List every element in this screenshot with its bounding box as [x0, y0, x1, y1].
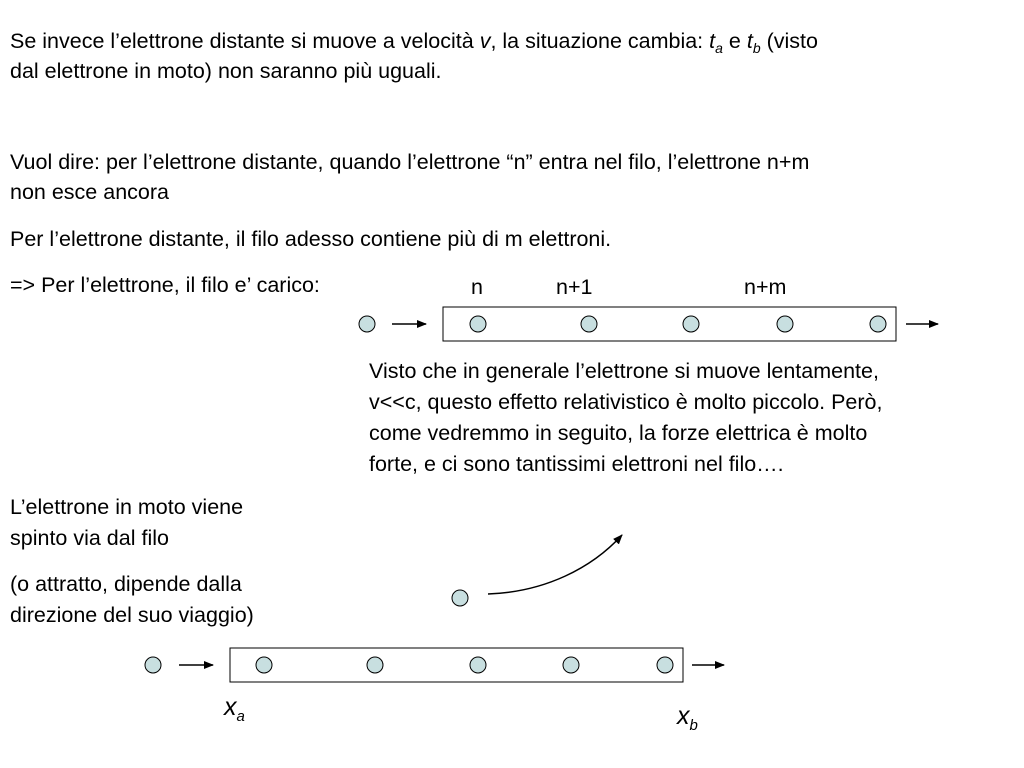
wire-electron	[870, 316, 886, 332]
wire-electron	[470, 316, 486, 332]
incoming-electron	[145, 657, 161, 673]
repelled-line: L’elettrone in moto viene	[10, 495, 244, 519]
wire-electron	[581, 316, 597, 332]
label-n-plus-1: n+1	[556, 275, 593, 299]
wire-segment	[230, 648, 683, 682]
repelled-line: spinto via dal filo	[10, 526, 169, 550]
wire-diagram-top	[359, 307, 938, 341]
wire-segment	[443, 307, 896, 341]
position-label-xb: $x_b$	[677, 702, 698, 734]
distant-electron	[359, 316, 375, 332]
intro-line-1: Se invece l’elettrone distante si muove a velocità v, la situazione cambia: $t_a$ e $t_b$ (visto	[10, 29, 818, 56]
deflection-arrow	[488, 535, 622, 594]
explanation-line-1: Vuol dire: per l’elettrone distante, quando l’elettrone “n” entra nel filo, l’elettrone n+m	[10, 150, 810, 174]
note-line: come vedremmo in seguito, la forze elettrica è molto	[369, 421, 868, 445]
label-n-plus-m: n+m	[744, 275, 787, 299]
note-line: forte, e ci sono tantissimi elettroni nel filo….	[369, 452, 784, 476]
note-line: Visto che in generale l’elettrone si muove lentamente,	[369, 359, 879, 383]
wire-charged-text: => Per l’elettrone, il filo e’ carico:	[10, 273, 320, 297]
attracted-line: (o attratto, dipende dalla	[10, 572, 242, 596]
wire-electron	[563, 657, 579, 673]
label-n: n	[471, 275, 483, 299]
attracted-line: direzione del suo viaggio)	[10, 603, 254, 627]
intro-line-2: dal elettrone in moto) non saranno più uguali.	[10, 59, 442, 83]
time-symbol-a: t	[709, 29, 716, 53]
wire-electron	[470, 657, 486, 673]
wire-electron	[256, 657, 272, 673]
wire-diagram-bottom	[145, 535, 724, 682]
subscript-a: a	[715, 40, 723, 56]
position-label-xa: $x_a$	[224, 693, 245, 725]
wire-electron	[367, 657, 383, 673]
time-symbol-b: t	[746, 29, 753, 53]
wire-electron	[777, 316, 793, 332]
velocity-symbol: v	[479, 29, 491, 53]
wire-electron	[683, 316, 699, 332]
wire-contains-text: Per l’elettrone distante, il filo adesso contiene più di m elettroni.	[10, 227, 612, 251]
subscript-b: b	[752, 40, 761, 56]
moving-electron	[452, 590, 468, 606]
wire-electron	[657, 657, 673, 673]
explanation-line-2: non esce ancora	[10, 180, 169, 204]
note-line: v<<c, questo effetto relativistico è molto piccolo. Però,	[369, 390, 883, 414]
